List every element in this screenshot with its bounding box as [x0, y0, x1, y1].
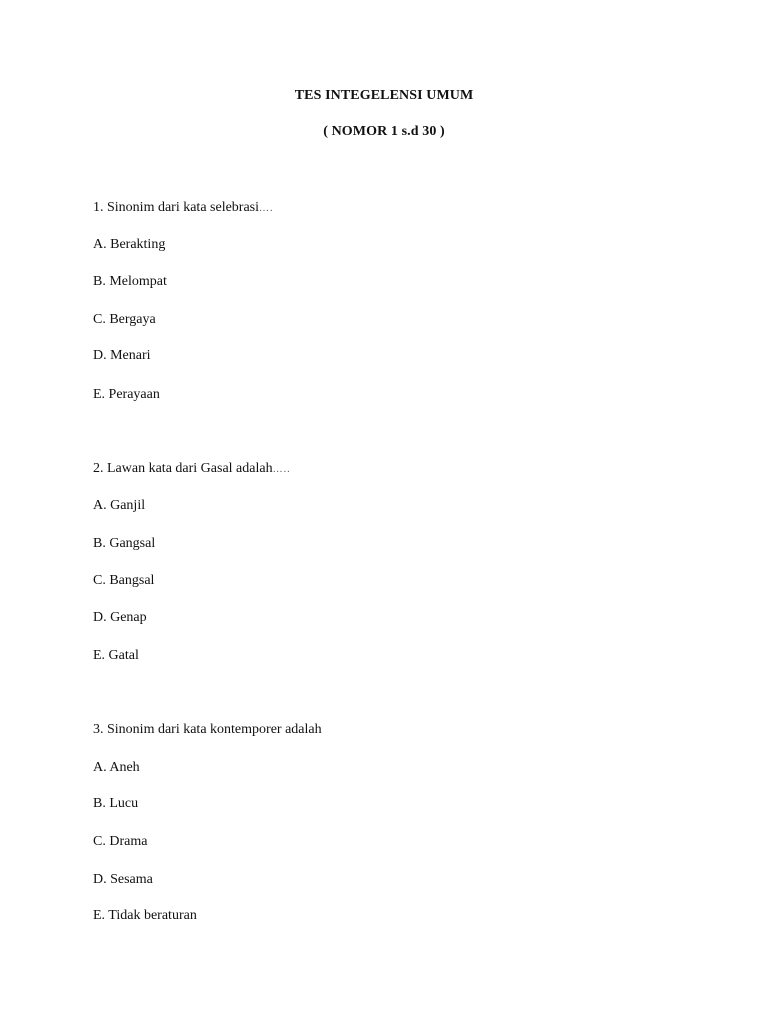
- question-3-text: 3. Sinonim dari kata kontemporer adalah: [93, 722, 322, 737]
- question-2-option-a: A. Ganjil: [93, 498, 146, 513]
- question-1-option-b: B. Melompat: [93, 274, 167, 289]
- question-1: [93, 200, 274, 216]
- question-2-option-b: B. Gangsal: [93, 536, 156, 551]
- question-3-option-d: D. Sesama: [93, 872, 153, 887]
- question-2-text: 2. Lawan kata dari Gasal adalah: [93, 461, 273, 476]
- question-2-option-e: E. Gatal: [93, 648, 139, 663]
- question-3: [93, 722, 322, 738]
- question-1-option-c: C. Bergaya: [93, 312, 156, 327]
- question-3-option-a: A. Aneh: [93, 760, 140, 775]
- question-3-option-b: B. Lucu: [93, 796, 139, 811]
- document-subtitle: ( NOMOR 1 s.d 30 ): [323, 124, 445, 139]
- question-1-option-a: A. Berakting: [93, 237, 166, 252]
- question-1-ellipsis: ….: [259, 203, 274, 214]
- question-3-option-e: E. Tidak beraturan: [93, 908, 197, 923]
- question-1-option-e: E. Perayaan: [93, 387, 160, 402]
- question-3-option-c: C. Drama: [93, 834, 148, 849]
- question-2-option-c: C. Bangsal: [93, 573, 155, 588]
- question-1-text: 1. Sinonim dari kata selebrasi: [93, 200, 260, 215]
- document-title: TES INTEGELENSI UMUM: [294, 88, 474, 103]
- question-1-option-d: D. Menari: [93, 348, 151, 363]
- question-2-option-d: D. Genap: [93, 610, 147, 625]
- question-2: [93, 461, 291, 477]
- question-2-ellipsis: …..: [272, 464, 291, 475]
